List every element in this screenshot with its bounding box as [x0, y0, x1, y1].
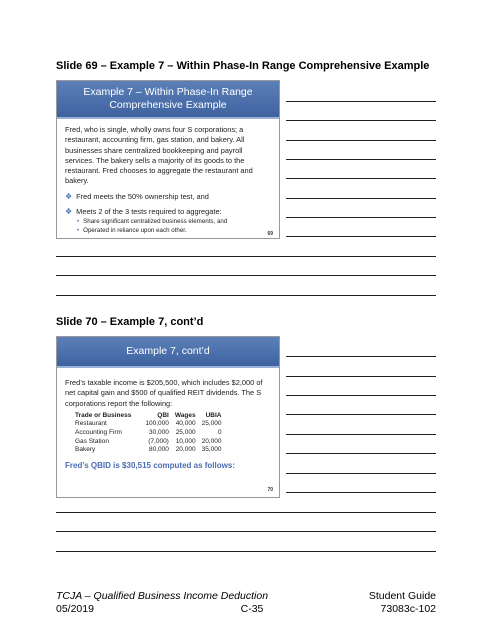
- slide-70-paragraph: Fred’s taxable income is $205,500, which includes $2,000 of net capital gain and $500 of qualified REIT dividends. The S corporations report the following:: [65, 378, 263, 408]
- slide-69-sub-bullet-1-text: Share significant centralized business elements, and: [83, 218, 228, 226]
- qbi-table: [75, 412, 221, 455]
- diamond-bullet-icon: ❖: [65, 207, 73, 217]
- slide-70-heading: Slide 70 – Example 7, cont’d: [56, 316, 204, 328]
- table-cell: 40,000: [175, 420, 196, 428]
- slide-69-bullet-2-text: Meets 2 of the 3 tests required to aggregate:: [76, 207, 222, 217]
- note-line: [286, 140, 436, 141]
- table-row: [75, 429, 221, 438]
- note-line: [286, 217, 436, 218]
- slide-70-number: 70: [267, 487, 273, 493]
- note-line: [286, 473, 436, 474]
- slide-69-number: 69: [267, 231, 273, 237]
- note-line: [286, 159, 436, 160]
- table-cell: Restaurant: [75, 420, 107, 428]
- table-cell: 100,000: [145, 420, 169, 428]
- table-row: [75, 446, 221, 455]
- table-cell: Bakery: [75, 446, 96, 454]
- note-line: [56, 531, 436, 532]
- slide-69-heading: Slide 69 – Example 7 – Within Phase-In Range Comprehensive Example: [56, 60, 430, 72]
- table-cell: 25,000: [201, 420, 222, 428]
- note-line: [286, 492, 436, 493]
- slide-69: [56, 80, 280, 239]
- table-row: [75, 420, 221, 429]
- table-row: [75, 438, 221, 447]
- note-line: [56, 512, 436, 513]
- table-cell: 20,000: [175, 446, 196, 454]
- footer-date: 05/2019: [56, 603, 94, 615]
- qbid-statement: Fred’s QBID is $30,515 computed as follows:: [65, 460, 235, 470]
- table-cell: 30,000: [148, 429, 169, 437]
- note-line: [286, 395, 436, 396]
- note-line: [56, 275, 436, 276]
- note-line: [286, 236, 436, 237]
- table-cell: 25,000: [175, 429, 196, 437]
- table-header: UBIA: [205, 411, 222, 419]
- slide-69-bullet-2: [65, 207, 271, 217]
- slide-70: [56, 336, 280, 498]
- table-cell: 35,000: [201, 446, 222, 454]
- slide-69-sub-bullet-2-text: Operated in reliance upon each other.: [83, 227, 187, 235]
- table-cell: 10,000: [175, 437, 196, 445]
- slide-69-bullet-1-text: Fred meets the 50% ownership test, and: [76, 191, 209, 201]
- table-header-row: [75, 412, 221, 421]
- slide-69-bullet-1: [65, 192, 271, 202]
- note-line: [56, 256, 436, 257]
- dot-bullet-icon: •: [77, 218, 80, 226]
- table-header: Trade or Business: [75, 411, 132, 419]
- note-line: [286, 434, 436, 435]
- table-cell: Accounting Firm: [75, 429, 122, 437]
- note-line: [286, 198, 436, 199]
- footer-page: C-35: [240, 603, 264, 615]
- table-cell: 80,000: [148, 446, 169, 454]
- note-line: [56, 295, 436, 296]
- table-cell: 20,000: [201, 437, 222, 445]
- note-line: [56, 551, 436, 552]
- footer-title: TCJA – Qualified Business Income Deduction: [56, 590, 269, 602]
- slide-69-paragraph: Fred, who is single, wholly owns four S corporations; a restaurant, accounting firm, gas station, and bakery. All businesses share centralized bookkeeping and payroll services. The bakery sells a majority of its goods to the restaurant. Fred chooses to aggregate the restaurant and bakery.: [65, 125, 253, 186]
- note-line: [286, 356, 436, 357]
- note-line: [286, 376, 436, 377]
- footer-code: 73083c-102: [380, 603, 436, 615]
- dot-bullet-icon: •: [77, 227, 80, 235]
- diamond-bullet-icon: ❖: [65, 191, 73, 201]
- slide-69-sub-bullet-1: [77, 217, 271, 226]
- footer-guide: Student Guide: [368, 590, 436, 602]
- table-cell: (7,000): [148, 437, 169, 445]
- note-line: [286, 101, 436, 102]
- note-line: [286, 414, 436, 415]
- table-header: Wages: [174, 411, 196, 419]
- note-line: [286, 453, 436, 454]
- table-header: QBI: [157, 411, 169, 419]
- slide-69-title: [57, 81, 279, 119]
- slide-69-title-line2: Comprehensive Example: [109, 99, 227, 111]
- table-cell: 0: [217, 429, 222, 437]
- table-cell: Gas Station: [75, 437, 109, 445]
- slide-69-title-line1: Example 7 – Within Phase-In Range: [83, 86, 253, 98]
- slide-70-title: Example 7, cont’d: [57, 337, 279, 368]
- note-line: [286, 120, 436, 121]
- slide-69-sub-bullet-2: [77, 226, 271, 235]
- note-line: [286, 178, 436, 179]
